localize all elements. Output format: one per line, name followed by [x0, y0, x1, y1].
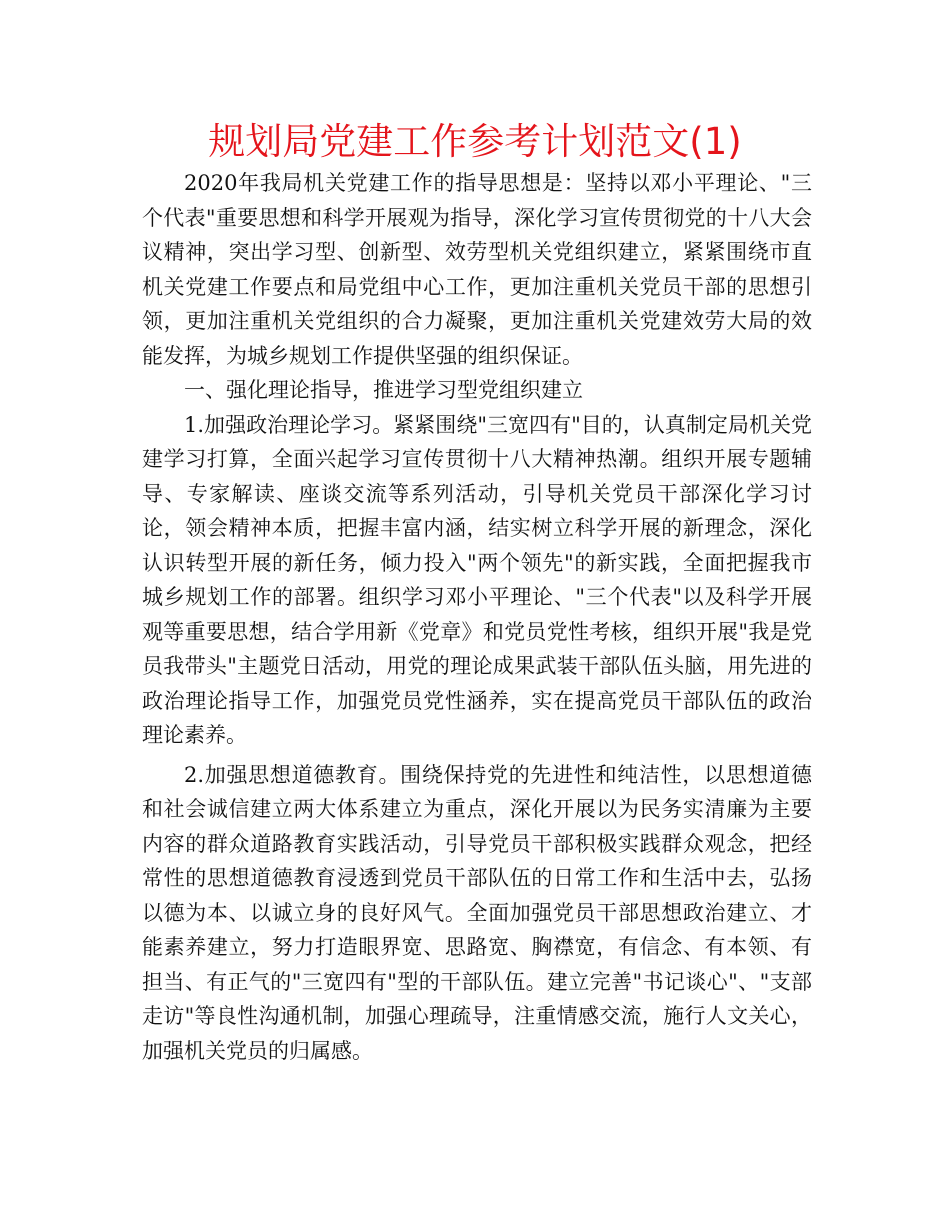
document-body	[142, 166, 812, 1068]
section-heading-1: 一、强化理论指导，推进学习型党组织建立	[184, 378, 583, 402]
paragraph-item-2: 2.加强思想道德教育。围绕保持党的先进性和纯洁性，以思想道德和社会诚信建立两大体系建立为重点，深化开展以为民务实清廉为主要内容的群众道路教育实践活动，引导党员干部积极实践群众观念，把经常性的思想道德教育浸透到党员干部队伍的日常工作和生活中去，弘扬以德为本、以诚立身的良好风气。全面加强党员干部思想政治建立、才能素养建立，努力打造眼界宽、思路宽、胸襟宽，有信念、有本领、有担当、有正气的"三宽四有"型的干部队伍。建立完善"书记谈心"、"支部走访"等良性沟通机制，加强心理疏导，注重情感交流，施行人文关心，加强机关党员的归属感。	[142, 762, 812, 1063]
document-title: 规划局党建工作参考计划范文(1)	[208, 120, 742, 163]
paragraph-item-1: 1.加强政治理论学习。紧紧围绕"三宽四有"目的，认真制定局机关党建学习打算，全面兴起学习宣传贯彻十八大精神热潮。组织开展专题辅导、专家解读、座谈交流等系列活动，引导机关党员干部深化学习讨论，领会精神本质，把握丰富内涵，结实树立科学开展的新理念，深化认识转型开展的新任务，倾力投入"两个领先"的新实践，全面把握我市城乡规划工作的部署。组织学习邓小平理论、"三个代表"以及科学开展观等重要思想，结合学用新《党章》和党员党性考核，组织开展"我是党员我带头"主题党日活动，用党的理论成果武装干部队伍头脑，用先进的政治理论指导工作，加强党员党性涵养，实在提高党员干部队伍的政治理论素养。	[142, 412, 812, 747]
paragraph-guiding-thought: 2020年我局机关党建工作的指导思想是：坚持以邓小平理论、"三个代表"重要思想和科学开展观为指导，深化学习宣传贯彻党的十八大会议精神，突出学习型、创新型、效劳型机关党组织建立，紧紧围绕市直机关党建工作要点和局党组中心工作，更加注重机关党员干部的思想引领，更加注重机关党组织的合力凝聚，更加注重机关党建效劳大局的效能发挥，为城乡规划工作提供坚强的组织保证。	[142, 171, 812, 368]
